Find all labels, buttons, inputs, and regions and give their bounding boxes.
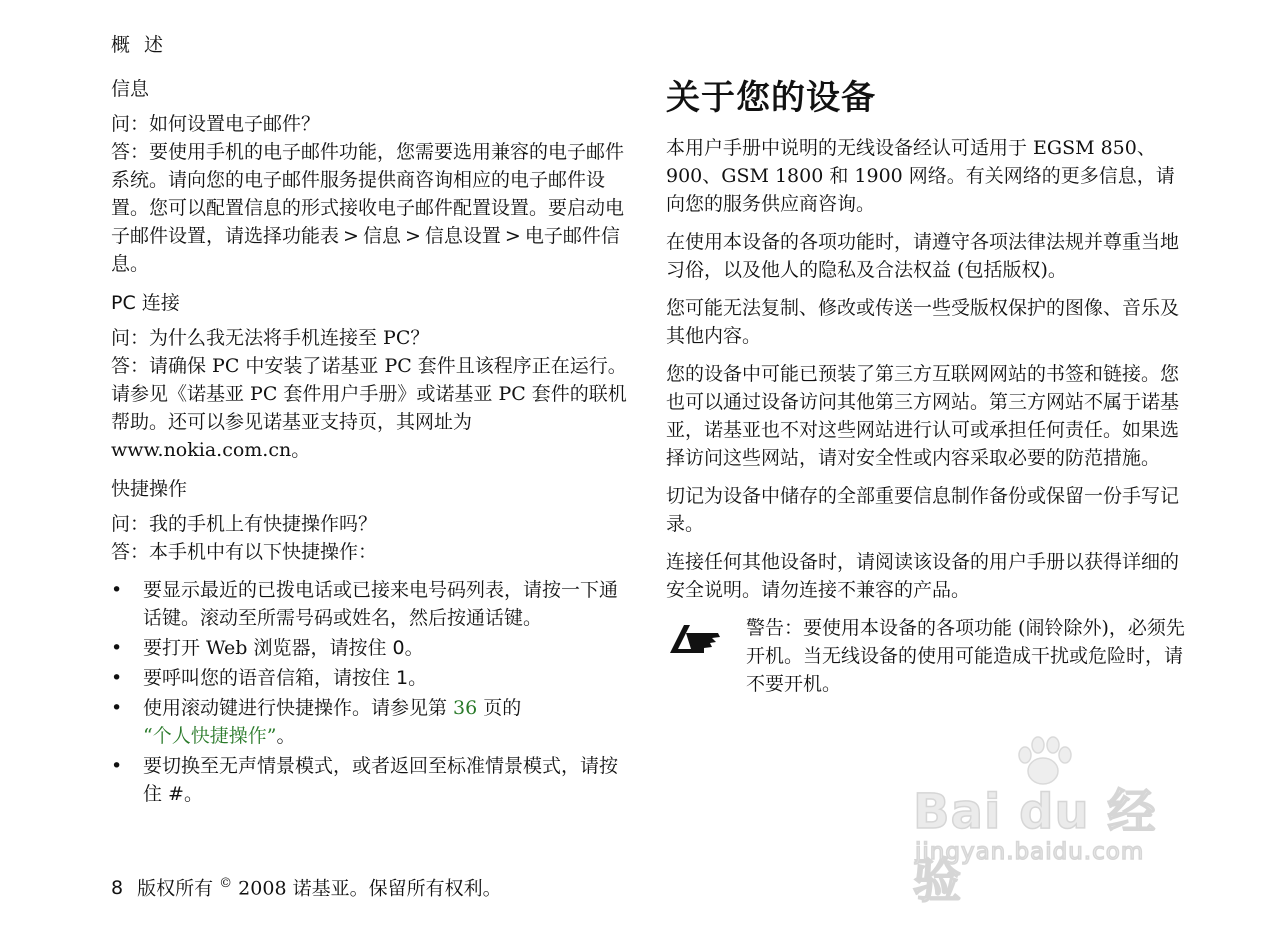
- key-label: #: [168, 783, 184, 805]
- list-item-end: 。: [408, 667, 428, 689]
- left-column: [111, 76, 636, 820]
- list-item: [111, 634, 636, 662]
- bullet: •: [111, 697, 123, 719]
- page-footer: [111, 870, 502, 902]
- answer-end: 。: [130, 253, 150, 275]
- page-title: 关于您的设备: [666, 78, 876, 118]
- baidu-watermark: [905, 735, 1205, 909]
- list-item-end: 。: [276, 725, 296, 747]
- answer-text: 答：要使用手机的电子邮件功能，您需要选用兼容的电子邮件系统。请向您的电子邮件服务提供商咨询相应的电子邮件设置。您可以配置信息的形式接收电子邮件配置设置。要启动电子邮件设置，请选择: [111, 141, 625, 247]
- page-number: 8: [111, 877, 124, 900]
- key-label: 0: [392, 637, 405, 659]
- list-item: [111, 576, 636, 632]
- list-item: [111, 694, 636, 750]
- section-messages: [111, 76, 636, 278]
- copyright-text-end: 2008 诺基亚。保留所有权利。: [232, 877, 502, 900]
- paragraph: 连接任何其他设备时，请阅读该设备的用户手册以获得详细的安全说明。请勿连接不兼容的产品。: [666, 551, 1180, 601]
- list-item-end: 。: [404, 637, 424, 659]
- answer: 答：请确保 PC 中安装了诺基亚 PC 套件且该程序正在运行。请参见《诺基亚 PC 套件用户手册》或诺基亚 PC 套件的联机帮助。还可以参见诺基亚支持页，其网址为 www.nokia.com.cn。: [111, 355, 627, 461]
- copyright-text: 版权所有: [137, 877, 220, 900]
- cross-reference-link[interactable]: “个人快捷操作”: [143, 725, 277, 747]
- menu-path-item: 功能表: [282, 225, 340, 247]
- menu-path-item: 信息设置: [424, 225, 501, 247]
- question: 问：为什么我无法将手机连接至 PC？: [111, 327, 430, 349]
- list-item-text: 要显示最近的已拨电话或已接来电号码列表，请按一下通话键。滚动至所需号码或姓名，然后按通话键。: [143, 579, 619, 629]
- menu-path-item: 电子邮件信息: [111, 225, 620, 275]
- warning-body: 要使用本设备的各项功能 (闹铃除外)，必须先开机。当无线设备的使用可能造成干扰或危险时，请不要开机。: [746, 617, 1185, 695]
- warning-box: [666, 614, 1188, 698]
- watermark-url: jingyan.baidu.com: [915, 839, 1145, 865]
- warning-label: 警告：: [746, 617, 804, 639]
- section-heading: 信息: [111, 78, 150, 100]
- paragraph: 您可能无法复制、修改或传送一些受版权保护的图像、音乐及其他内容。: [666, 297, 1180, 347]
- section-heading: 快捷操作: [111, 478, 188, 500]
- warning-hand-icon: [666, 620, 724, 656]
- menu-path-separator: >: [404, 225, 421, 247]
- answer: 答：本手机中有以下快捷操作：: [111, 541, 378, 563]
- key-label: 1: [396, 667, 409, 689]
- shortcut-list: [111, 576, 636, 808]
- list-item-text: 要打开 Web 浏览器，请按住: [143, 637, 393, 659]
- menu-path-separator: >: [504, 225, 521, 247]
- bullet: •: [111, 667, 123, 689]
- paragraph: 本用户手册中说明的无线设备经认可适用于 EGSM 850、900、GSM 1800 和 1900 网络。有关网络的更多信息，请向您的服务供应商咨询。: [666, 137, 1175, 215]
- right-column: [666, 76, 1188, 708]
- answer: [111, 138, 636, 278]
- copyright-symbol: ©: [219, 876, 233, 891]
- list-item-text: 页的: [477, 697, 522, 719]
- warning-text: [746, 614, 1188, 698]
- menu-path-item: 信息: [362, 225, 401, 247]
- bullet: •: [111, 637, 123, 659]
- list-item: [111, 664, 636, 692]
- paragraph: 您的设备中可能已预装了第三方互联网网站的书签和链接。您也可以通过设备访问其他第三方网站。第三方网站不属于诺基亚，诺基亚也不对这些网站进行认可或承担任何责任。如果选择访问这些网站，请对安全性或内容采取必要的防范措施。: [666, 363, 1180, 469]
- paragraph: 在使用本设备的各项功能时，请遵守各项法律法规并尊重当地习俗，以及他人的隐私及合法权益 (包括版权)。: [666, 231, 1180, 281]
- list-item-end: 。: [183, 783, 203, 805]
- list-item-text: 要切换至无声情景模式，或者返回至标准情景模式，请按住: [143, 755, 619, 805]
- list-item: [111, 752, 636, 808]
- menu-path-separator: >: [343, 225, 359, 247]
- list-item-text: 要呼叫您的语音信箱，请按住: [143, 667, 397, 689]
- list-item-text: 使用滚动键进行快捷操作。请参见第: [143, 697, 454, 719]
- paragraph: 切记为设备中储存的全部重要信息制作备份或保留一份手写记录。: [666, 485, 1180, 535]
- section-heading: PC 连接: [111, 292, 180, 314]
- running-head: 概 述: [111, 34, 168, 56]
- watermark-main: Bai du 经验: [913, 784, 1157, 909]
- section-shortcuts: [111, 476, 636, 808]
- section-pc-connection: [111, 290, 636, 464]
- bullet: •: [111, 755, 123, 777]
- page-link[interactable]: 36: [453, 697, 478, 719]
- question: 问：我的手机上有快捷操作吗？: [111, 513, 378, 535]
- bullet: •: [111, 579, 123, 601]
- question: 问：如何设置电子邮件？: [111, 113, 321, 135]
